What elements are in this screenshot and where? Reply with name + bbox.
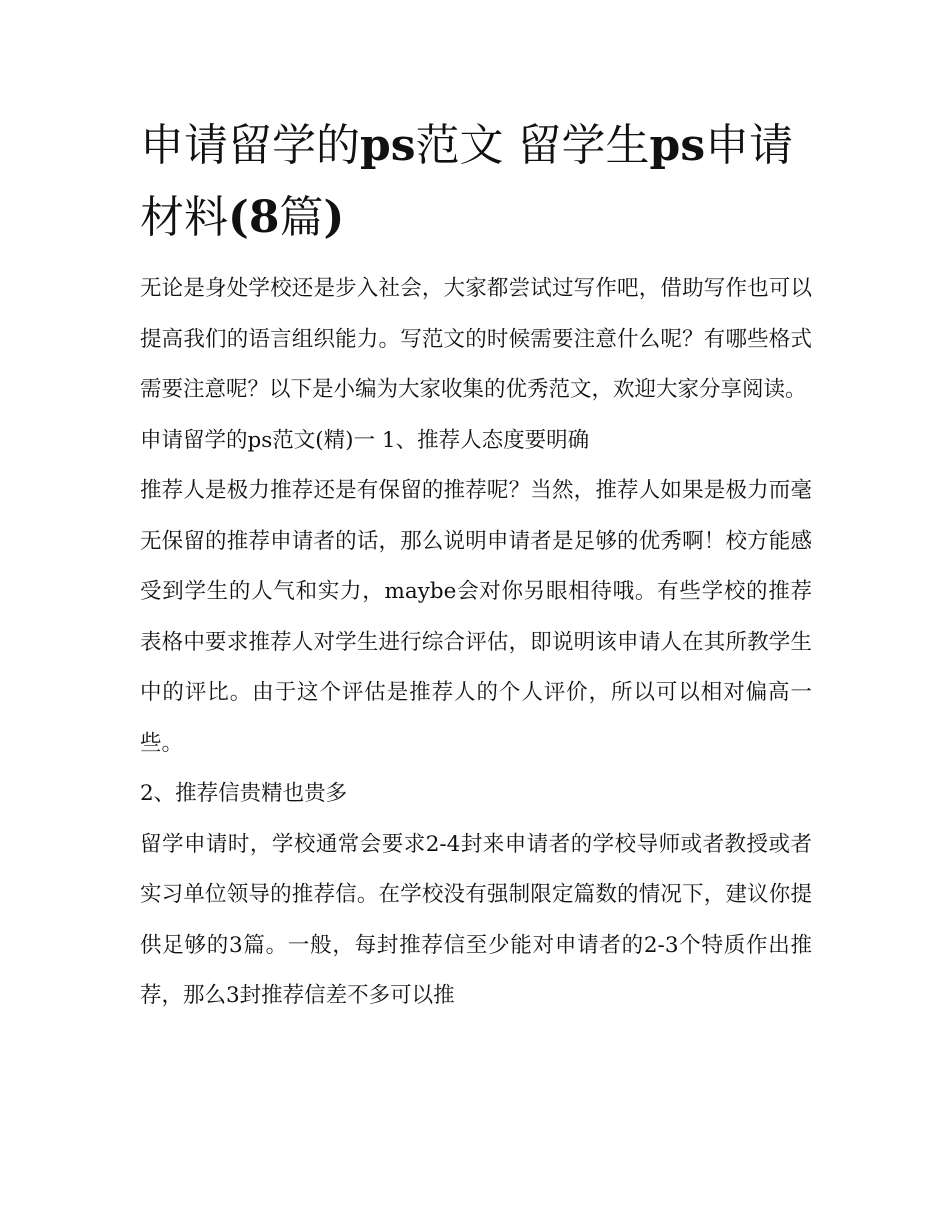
section-1-paragraph: 推荐人是极力推荐还是有保留的推荐呢？当然，推荐人如果是极力而毫无保留的推荐申请者的话，那么说明申请者是足够的优秀啊！校方能感受到学生的人气和实力，maybe会对你另眼相待哦。有些学校的推荐表格中要求推荐人对学生进行综合评估，即说明该申请人在其所教学生中的评比。由于这个评估是推荐人的个人评价，所以可以相对偏高一些。	[140, 478, 812, 756]
section-2-heading: 2、推荐信贵精也贵多	[140, 781, 348, 806]
intro-paragraph: 无论是身处学校还是步入社会，大家都尝试过写作吧，借助写作也可以提高我们的语言组织能力。写范文的时候需要注意什么呢？有哪些格式需要注意呢？以下是小编为大家收集的优秀范文，欢迎大家分享阅读。	[140, 276, 812, 402]
section-1-heading: 申请留学的ps范文(精)一 1、推荐人态度要明确	[140, 427, 590, 453]
section-2-paragraph: 留学申请时，学校通常会要求2-4封来申请者的学校导师或者教授或者实习单位领导的推荐信。在学校没有强制限定篇数的情况下，建议你提供足够的3篇。一般，每封推荐信至少能对申请者的2-3个特质作出推荐，那么3封推荐信差不多可以推	[140, 831, 812, 1008]
document-page	[140, 110, 812, 1022]
document-title: 申请留学的ps范文 留学生ps申请材料(8篇)	[140, 120, 794, 243]
